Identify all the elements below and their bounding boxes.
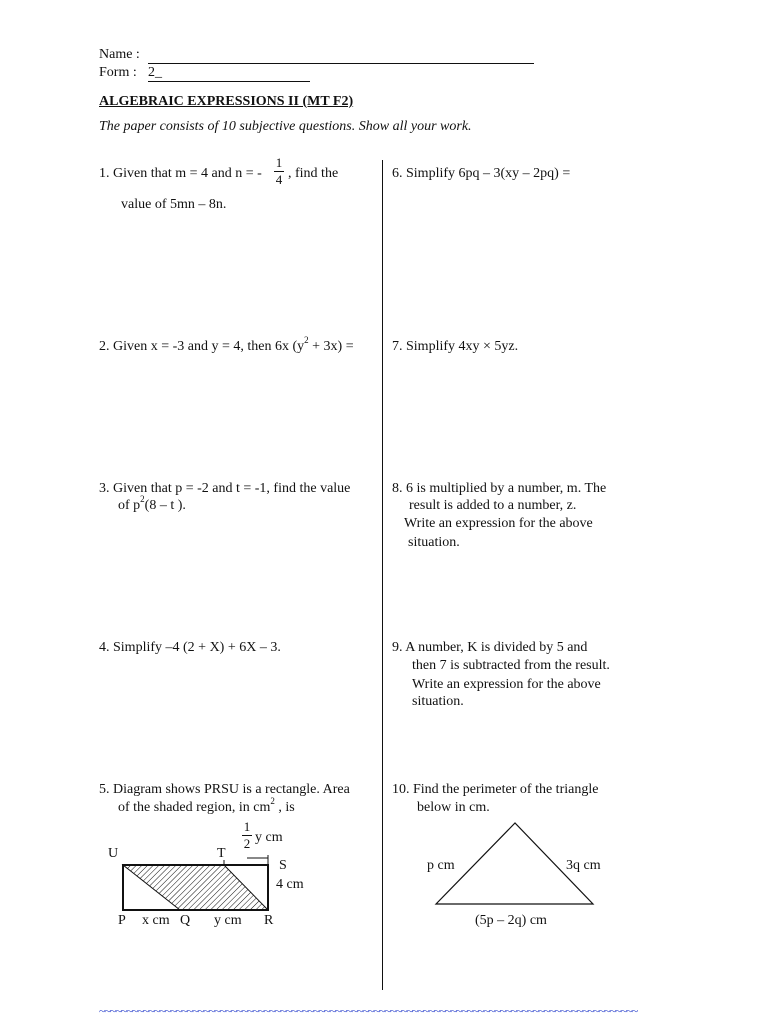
footer-wave-line: ~~~~~~~~~~~~~~~~~~~~~~~~~~~~~~~~~~~~~~~~~~~~~~~~~~~~~~~~~~~~~~~~~~~~~~~~~~~~~~~~~~~~~~~~~~~~~~~~~~ [99, 1004, 638, 1018]
q5-label-4cm: 4 cm [276, 877, 304, 892]
q5-sup: 2 [270, 796, 275, 807]
q1-line2: value of 5mn – 8n. [121, 197, 227, 212]
page-title: ALGEBRAIC EXPRESSIONS II (MT F2) [99, 94, 354, 109]
q5-label-R: R [264, 913, 274, 928]
q10-label-left: p cm [427, 858, 455, 873]
q5-frac-den: 2 [243, 836, 251, 851]
q5-label-ycm: y cm [214, 913, 242, 928]
q10-triangle [436, 823, 593, 904]
q10-line2: below in cm. [417, 800, 490, 815]
q1-frac-num: 1 [275, 155, 283, 170]
q3-line2-prefix: of p [118, 498, 141, 513]
q5-label-P: P [118, 913, 126, 928]
q5-line2-suffix: , is [274, 800, 295, 815]
q5-line2-prefix: of the shaded region, in cm [118, 800, 271, 815]
q8-line3: Write an expression for the above [404, 516, 593, 531]
q5-label-S: S [279, 858, 287, 873]
q3-line1: 3. Given that p = -2 and t = -1, find the value [99, 481, 351, 496]
q2-suffix: + 3x) = [308, 339, 354, 354]
q9-line1: 9. A number, K is divided by 5 and [392, 640, 588, 655]
q3-sup: 2 [140, 494, 145, 505]
q5-line1: 5. Diagram shows PRSU is a rectangle. Area [99, 782, 350, 797]
q8-line1: 8. 6 is multiplied by a number, m. The [392, 481, 607, 496]
question-7: 7. Simplify 4xy × 5yz. [392, 339, 519, 354]
q3-line2-suffix: (8 – t ). [144, 498, 186, 513]
q5-label-T: T [217, 846, 226, 861]
q8-line2: result is added to a number, z. [409, 498, 577, 513]
question-4: 4. Simplify –4 (2 + X) + 6X – 3. [99, 640, 281, 655]
q1-line1-prefix: 1. Given that m = 4 and n = - [99, 166, 262, 181]
q5-label-U: U [108, 846, 119, 861]
q9-line2: then 7 is subtracted from the result. [412, 658, 610, 673]
q2-sup: 2 [304, 335, 309, 346]
question-6: 6. Simplify 6pq – 3(xy – 2pq) = [392, 166, 571, 181]
q5-label-Q: Q [180, 913, 191, 928]
form-label: Form : [99, 65, 137, 80]
q1-frac-den: 4 [275, 172, 283, 187]
form-value: 2_ [148, 65, 162, 80]
name-label: Name : [99, 47, 140, 62]
q9-line4: situation. [412, 694, 464, 709]
q5-label-ycm-top: y cm [255, 830, 283, 845]
q5-frac-num: 1 [243, 819, 251, 834]
q9-line3: Write an expression for the above [412, 677, 601, 692]
instructions: The paper consists of 10 subjective questions. Show all your work. [99, 119, 472, 134]
q10-label-right: 3q cm [566, 858, 601, 873]
q1-line1-suffix: , find the [288, 166, 339, 181]
q8-line4: situation. [408, 535, 460, 550]
q10-line1: 10. Find the perimeter of the triangle [392, 782, 599, 797]
q2-prefix: 2. Given x = -3 and y = 4, then 6x (y [99, 339, 305, 354]
q10-label-bottom: (5p – 2q) cm [475, 913, 547, 928]
q5-label-xcm: x cm [142, 913, 170, 928]
